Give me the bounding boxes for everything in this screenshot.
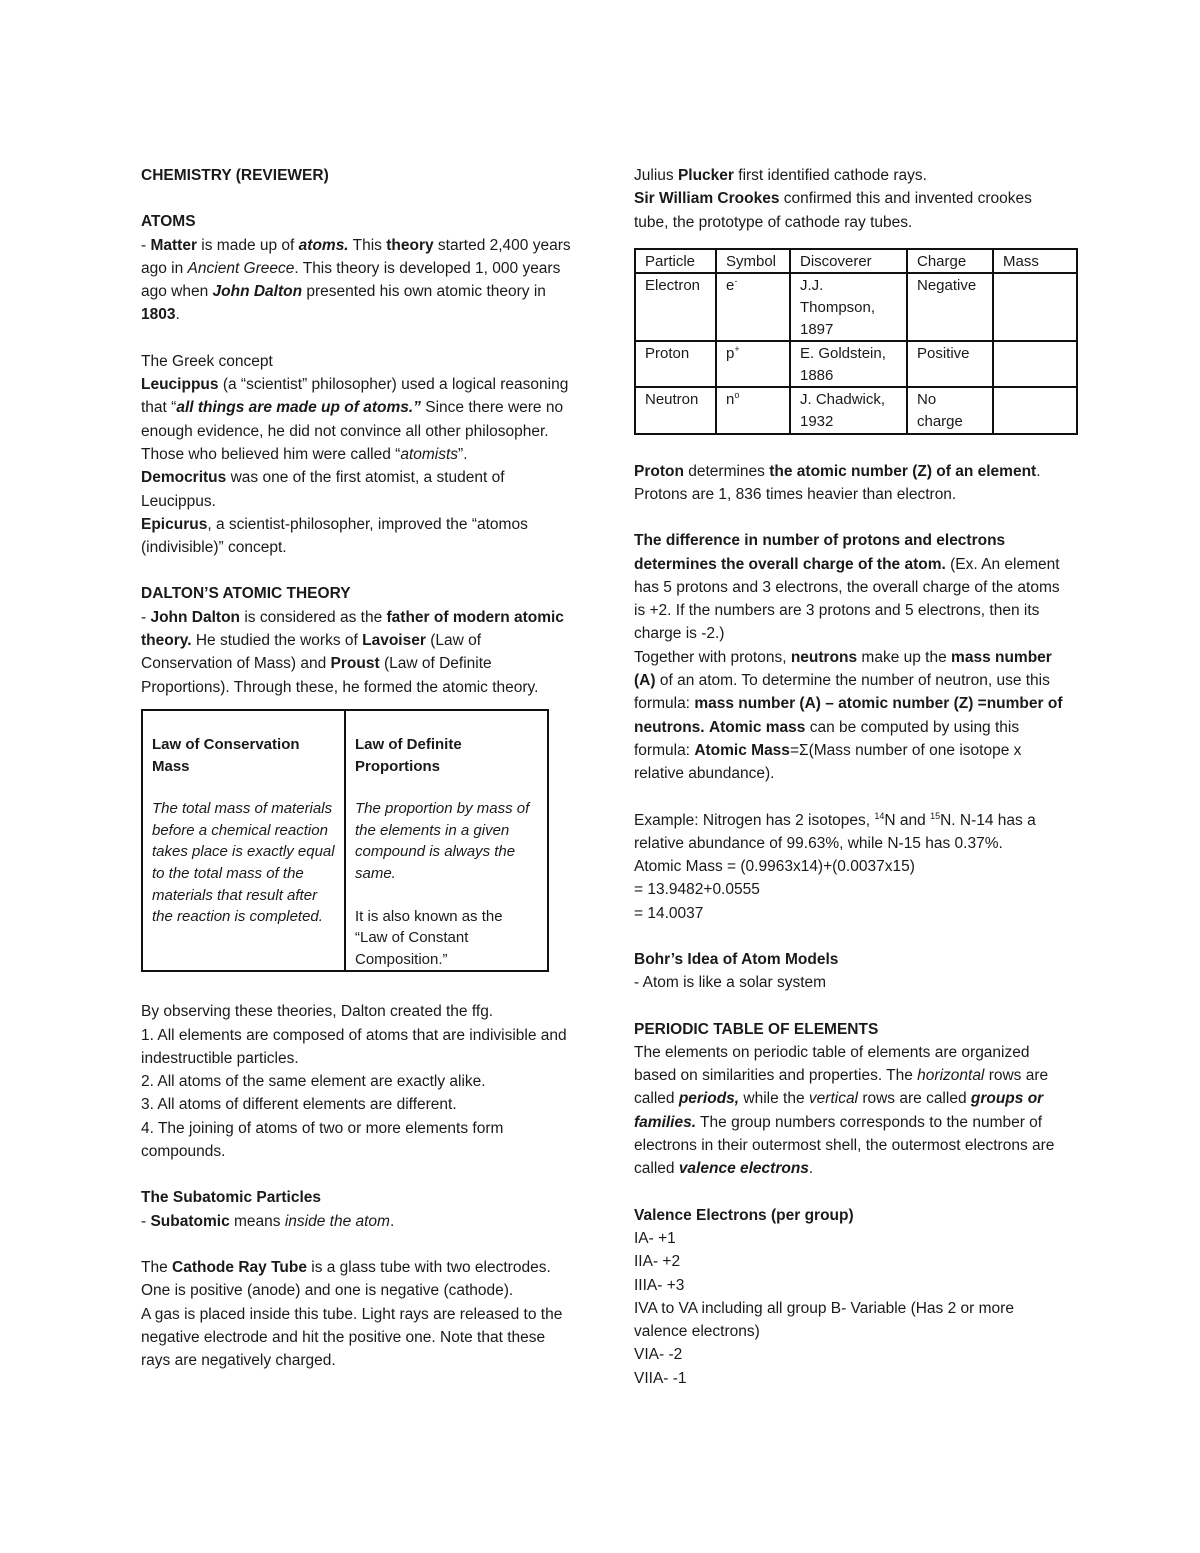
left-column: [141, 164, 573, 1372]
table-row: [635, 273, 1077, 341]
periodic-heading: PERIODIC TABLE OF ELEMENTS: [634, 1020, 879, 1038]
observing-intro: By observing these theories, Dalton created the ffg.: [141, 1003, 494, 1021]
law-definite-extra: It is also known as the “Law of Constant Composition.”: [355, 907, 503, 968]
table-cell: J.J. Thompson, 1897: [790, 273, 907, 341]
leucippus-paragraph: Leucippus (a “scientist” philosopher) used a logical reasoning that “all things are made up of atoms.” Since there were no enough evidence, he did not convince all other philosopher. Those who believed him were called “atomists”.: [141, 376, 569, 463]
calc-line: = 13.9482+0.0555: [634, 881, 760, 899]
plucker-paragraph: Julius Plucker first identified cathode rays.: [634, 167, 927, 184]
table-cell: Negative: [907, 273, 993, 341]
atoms-heading: ATOMS: [141, 213, 196, 231]
table-cell: e-: [716, 273, 790, 341]
cathode-paragraph: The Cathode Ray Tube is a glass tube with two electrodes. One is positive (anode) and one is negative (cathode).: [141, 1258, 551, 1300]
bohr-heading: Bohr’s Idea of Atom Models: [634, 950, 839, 968]
list-item: 2. All atoms of the same element are exactly alike.: [141, 1073, 486, 1091]
crookes-paragraph: Sir William Crookes confirmed this and invented crookes tube, the prototype of cathode ray tubes.: [634, 190, 1032, 231]
table-cell: p+: [716, 341, 790, 387]
table-cell: Positive: [907, 341, 993, 387]
valence-heading: Valence Electrons (per group): [634, 1206, 854, 1224]
particles-table: [634, 248, 1078, 435]
table-header: Discoverer: [790, 249, 907, 274]
law-definite-header: Law of Definite Proportions: [355, 735, 462, 775]
proton-paragraph: Proton determines the atomic number (Z) of an element. Protons are 1, 836 times heavier than electron.: [634, 462, 1041, 503]
list-item: IA- +1: [634, 1229, 676, 1247]
table-header-row: [635, 249, 1077, 274]
bohr-text: - Atom is like a solar system: [634, 974, 827, 992]
atoms-paragraph: - Matter is made up of atoms. This theory started 2,400 years ago in Ancient Greece. This theory is developed 1, 000 years ago when John Dalton presented his own atomic theory in 1803.: [141, 236, 571, 324]
table-cell: E. Goldstein, 1886: [790, 341, 907, 387]
subatomic-definition: - Subatomic means inside the atom.: [141, 1212, 395, 1230]
table-row: [635, 341, 1077, 387]
law-definite-body: The proportion by mass of the elements in a given compound is always the same.: [355, 800, 530, 882]
law-conservation-header: Law of Conservation Mass: [152, 735, 300, 775]
table-row: [635, 387, 1077, 433]
subatomic-heading: The Subatomic Particles: [141, 1189, 322, 1207]
example-paragraph: Example: Nitrogen has 2 isotopes, $^{14}$N and $^{15}$N. N-14 has a relative abundance of 99.63%, while N-15 has 0.37%.: [634, 810, 1036, 852]
list-item: 4. The joining of atoms of two or more elements form compounds.: [141, 1119, 504, 1161]
periodic-paragraph: The elements on periodic table of elements are organized based on similarities and properties. The horizontal rows are called periods, while the vertical rows are called groups or families. The group numbers corresponds to the number of electrons in their outermost shell, the outermost electrons are called valence electrons.: [634, 1043, 1055, 1178]
document-title: CHEMISTRY (REVIEWER): [141, 167, 329, 184]
calc-line: = 14.0037: [634, 904, 704, 922]
list-item: VIIA- -1: [634, 1369, 687, 1387]
laws-table: [141, 709, 549, 972]
table-cell: J. Chadwick, 1932: [790, 387, 907, 433]
table-cell: Electron: [635, 273, 716, 341]
cathode-rays-paragraph: A gas is placed inside this tube. Light rays are released to the negative electrode and hit the positive one. Note that these rays are negatively charged.: [141, 1305, 563, 1370]
difference-paragraph: The difference in number of protons and electrons determines the overall charge of the atom. (Ex. An element has 5 protons and 3 electrons, the overall charge of the atoms is +2. If the numbers are 3 protons and 5 electrons, then its charge is -2.): [634, 532, 1060, 643]
table-cell: Proton: [635, 341, 716, 387]
epicurus-paragraph: Epicurus, a scientist-philosopher, improved the “atomos (indivisible)” concept.: [141, 515, 528, 557]
greek-concept-heading: The Greek concept: [141, 352, 273, 370]
law-conservation-body: The total mass of materials before a chemical reaction takes place is exactly equal to the total mass of the materials that result after the reaction is completed.: [152, 800, 335, 926]
table-cell: Neutron: [635, 387, 716, 433]
law-conservation-cell: [142, 710, 345, 971]
neutron-paragraph: Together with protons, neutrons make up the mass number (A) of an atom. To determine the number of neutron, use this formula: mass number (A) – atomic number (Z) =number of neutrons. Atomic mass can be computed by using this formula: Atomic Mass=Σ(Mass number of one isotope x relative abundance).: [634, 648, 1063, 783]
democritus-paragraph: Democritus was one of the first atomist, a student of Leucippus.: [141, 469, 505, 510]
list-item: VIA- -2: [634, 1346, 683, 1364]
list-item: IIIA- +3: [634, 1276, 685, 1294]
right-column: [634, 164, 1066, 1390]
law-definite-cell: [345, 710, 548, 971]
valence-list: [634, 1227, 1066, 1390]
postulates-list: [141, 1024, 573, 1164]
dalton-heading: DALTON’S ATOMIC THEORY: [141, 585, 351, 603]
list-item: IVA to VA including all group B- Variable (Has 2 or more valence electrons): [634, 1299, 1014, 1341]
table-header: Charge: [907, 249, 993, 274]
table-header: Particle: [635, 249, 716, 274]
table-header: Symbol: [716, 249, 790, 274]
table-cell: [993, 341, 1077, 387]
table-cell: No charge: [907, 387, 993, 433]
table-cell: [993, 273, 1077, 341]
list-item: IIA- +2: [634, 1253, 681, 1271]
table-cell: $n^o$: [716, 387, 790, 433]
dalton-paragraph: - John Dalton is considered as the father of modern atomic theory. He studied the works of Lavoiser (Law of Conservation of Mass) and Proust (Law of Definite Proportions). Through these, he formed the atomic theory.: [141, 608, 564, 696]
table-cell: [993, 387, 1077, 433]
calc-line: Atomic Mass = (0.9963x14)+(0.0037x15): [634, 858, 915, 876]
list-item: 3. All atoms of different elements are different.: [141, 1096, 457, 1114]
list-item: 1. All elements are composed of atoms that are indivisible and indestructible particles.: [141, 1026, 567, 1067]
table-header: Mass: [993, 249, 1077, 274]
